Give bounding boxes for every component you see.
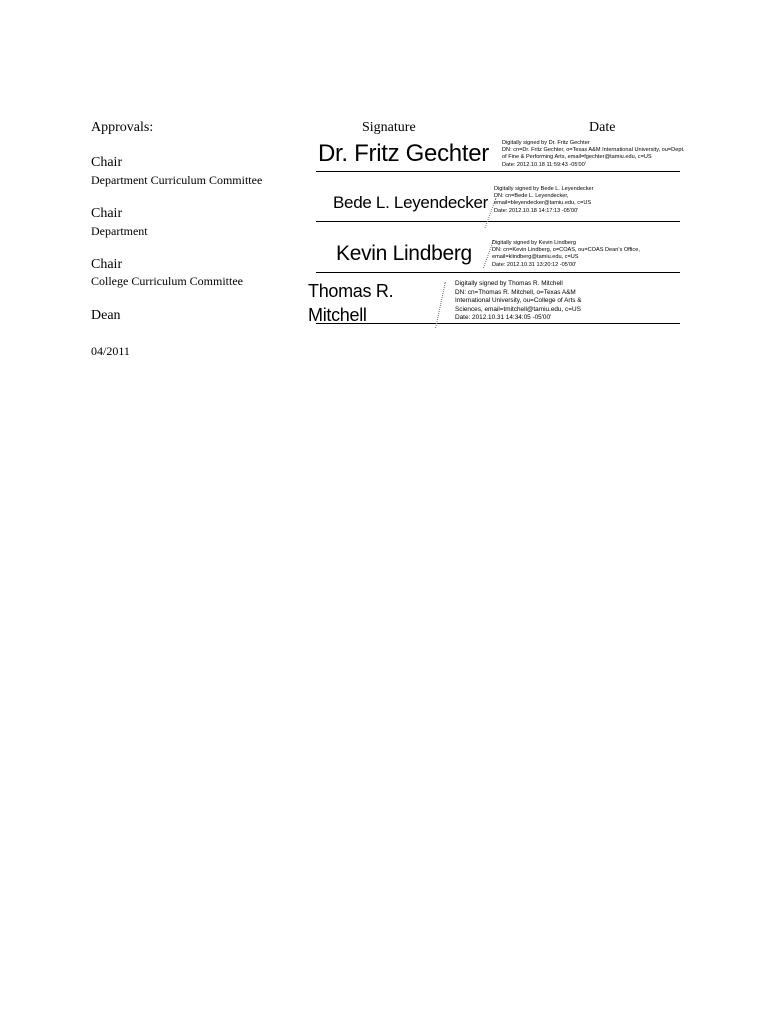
signature-1-line: DN: cn=Dr. Fritz Gechter, o=Texas A&M International University, ou=Dept. — [502, 147, 685, 154]
signature-line-3 — [316, 272, 680, 273]
signature-2-line: DN: cn=Bede L. Leyendecker, — [494, 193, 569, 200]
row2-unit: Department — [91, 224, 148, 238]
signature-details-1 — [502, 140, 685, 169]
signature-name-3[interactable]: Kevin Lindberg — [336, 242, 472, 265]
signature-details-2 — [494, 186, 594, 215]
signature-name-4-line1: Thomas R. — [308, 281, 394, 301]
signature-name-2[interactable]: Bede L. Leyendecker — [333, 193, 488, 212]
signature-details-3 — [492, 240, 640, 269]
signature-3-line: Digitally signed by Kevin Lindberg — [492, 240, 576, 246]
signature-2-line: Date: 2012.10.18 14:17:13 -05'00' — [494, 207, 579, 214]
signature-1-line: Date: 2012.10.18 11:59:43 -05'00' — [502, 161, 586, 168]
date-column-header: Date — [589, 120, 616, 135]
row1-role: Chair — [91, 155, 123, 170]
row2-role: Chair — [91, 206, 123, 221]
row3-unit: College Curriculum Committee — [91, 274, 243, 288]
signature-line-1 — [316, 171, 680, 172]
signature-1-line: Digitally signed by Dr. Fritz Gechter — [502, 140, 590, 146]
signature-line-2 — [316, 221, 680, 222]
signature-4-line: Sciences, email=tmitchell@tamiu.edu, c=US — [455, 305, 581, 313]
signature-2-line: Digitally signed by Bede L. Leyendecker — [494, 186, 594, 192]
revision-date: 04/2011 — [91, 344, 130, 358]
row3-role: Chair — [91, 257, 123, 272]
signature-name-4-line2: Mitchell — [308, 305, 367, 325]
approvals-heading: Approvals: — [91, 120, 154, 135]
row1-unit: Department Curriculum Committee — [91, 173, 263, 187]
signature-column-header: Signature — [362, 120, 416, 135]
row4-role: Dean — [91, 308, 121, 323]
signature-2-line: email=bleyendecker@tamiu.edu, c=US — [494, 200, 592, 207]
signature-3-line: DN: cn=Kevin Lindberg, o=COAS, ou=COAS Dean's Office, — [492, 247, 640, 254]
signature-name-1[interactable]: Dr. Fritz Gechter — [318, 140, 489, 167]
signature-4-line: International University, ou=College of Arts & — [455, 297, 582, 305]
signature-details-4 — [455, 280, 582, 323]
signature-4-separator — [435, 282, 446, 328]
signature-4-line: Digitally signed by Thomas R. Mitchell — [455, 280, 563, 287]
signature-name-4[interactable] — [308, 279, 393, 327]
signature-4-line: Date: 2012.10.31 14:34:05 -05'00' — [455, 314, 552, 322]
signature-3-line: email=klindberg@tamiu.edu, c=US — [492, 254, 579, 261]
signature-1-line: of Fine & Performing Arts, email=fgechter@tamiu.edu, c=US — [502, 154, 652, 161]
signature-3-line: Date: 2012.10.31 13:20:12 -05'00' — [492, 261, 577, 268]
signature-4-line: DN: cn=Thomas R. Mitchell, o=Texas A&M — [455, 288, 576, 296]
